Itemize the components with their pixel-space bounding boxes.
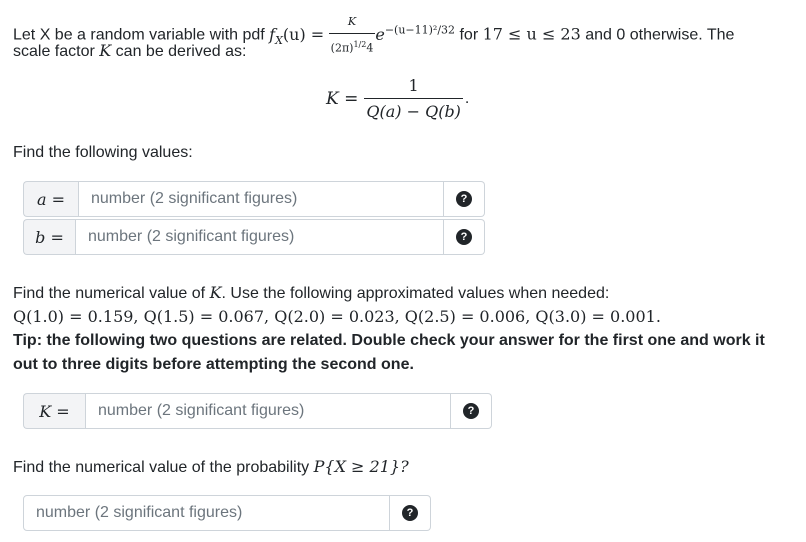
k-question-text-2: . Use the following approximated values when needed:	[221, 285, 610, 302]
formula-fraction: $\frac{1}{Q(a) - Q(b)}$	[366, 76, 461, 121]
k-input-group	[23, 393, 492, 429]
tip-line-1: Tip: the following two questions are related. Double check your answer for the first one and work it	[13, 332, 765, 349]
k-help-button[interactable]	[451, 393, 492, 429]
question-icon: ?	[402, 505, 418, 521]
prob-input[interactable]: number (2 significant figures)	[23, 495, 390, 531]
prob-help-button[interactable]	[390, 495, 431, 531]
formula-dot: .	[464, 89, 470, 107]
a-input[interactable]: number (2 significant figures)	[78, 181, 444, 217]
prob-input-group	[23, 495, 431, 531]
a-help-button[interactable]	[444, 181, 485, 217]
k-formula	[326, 76, 469, 121]
formula-lhs: K =	[326, 88, 359, 109]
k-input[interactable]: number (2 significant figures)	[85, 393, 451, 429]
a-label: a =	[23, 181, 78, 217]
prob-expression: P{X ≥ 21}?	[313, 457, 409, 476]
k-label: K =	[23, 393, 85, 429]
intro-text: Let X be a random variable with pdf	[13, 26, 265, 44]
b-label: b =	[23, 219, 75, 255]
otherwise-text: and 0 otherwise. The	[585, 26, 735, 44]
intro-line-2	[13, 40, 246, 63]
for-text: for	[459, 26, 479, 44]
prob-question-text: Find the numerical value of the probability	[13, 459, 310, 476]
prob-question	[13, 456, 409, 479]
pdf-exponential: $e^{-(u-11)^2/32}$	[375, 23, 456, 44]
q-values: Q(1.0) = 0.159, Q(1.5) = 0.067, Q(2.0) = 0.023, Q(2.5) = 0.006, Q(3.0) = 0.001.	[13, 307, 661, 326]
b-input[interactable]: number (2 significant figures)	[75, 219, 444, 255]
a-input-group	[23, 181, 485, 217]
tip-line-2: out to three digits before attempting the second one.	[13, 356, 414, 373]
pdf-fraction: $\frac{K}{(2\pi)^{1/2}4}$	[329, 11, 376, 60]
scale-factor-var: K	[99, 41, 112, 60]
find-values-text: Find the following values:	[13, 144, 193, 161]
question-icon: ?	[456, 229, 472, 245]
k-question-text: Find the numerical value of	[13, 285, 206, 302]
pdf-lhs: $f_X(u)$ =	[269, 24, 325, 47]
b-help-button[interactable]	[444, 219, 485, 255]
question-icon: ?	[463, 403, 479, 419]
derived-text: can be derived as:	[115, 43, 247, 60]
scale-factor-text: scale factor	[13, 43, 95, 60]
k-question	[13, 282, 609, 305]
k-question-var: K	[209, 283, 222, 302]
pdf-range: 17 ≤ u ≤ 23	[482, 24, 581, 44]
b-input-group	[23, 219, 485, 255]
question-icon: ?	[456, 191, 472, 207]
